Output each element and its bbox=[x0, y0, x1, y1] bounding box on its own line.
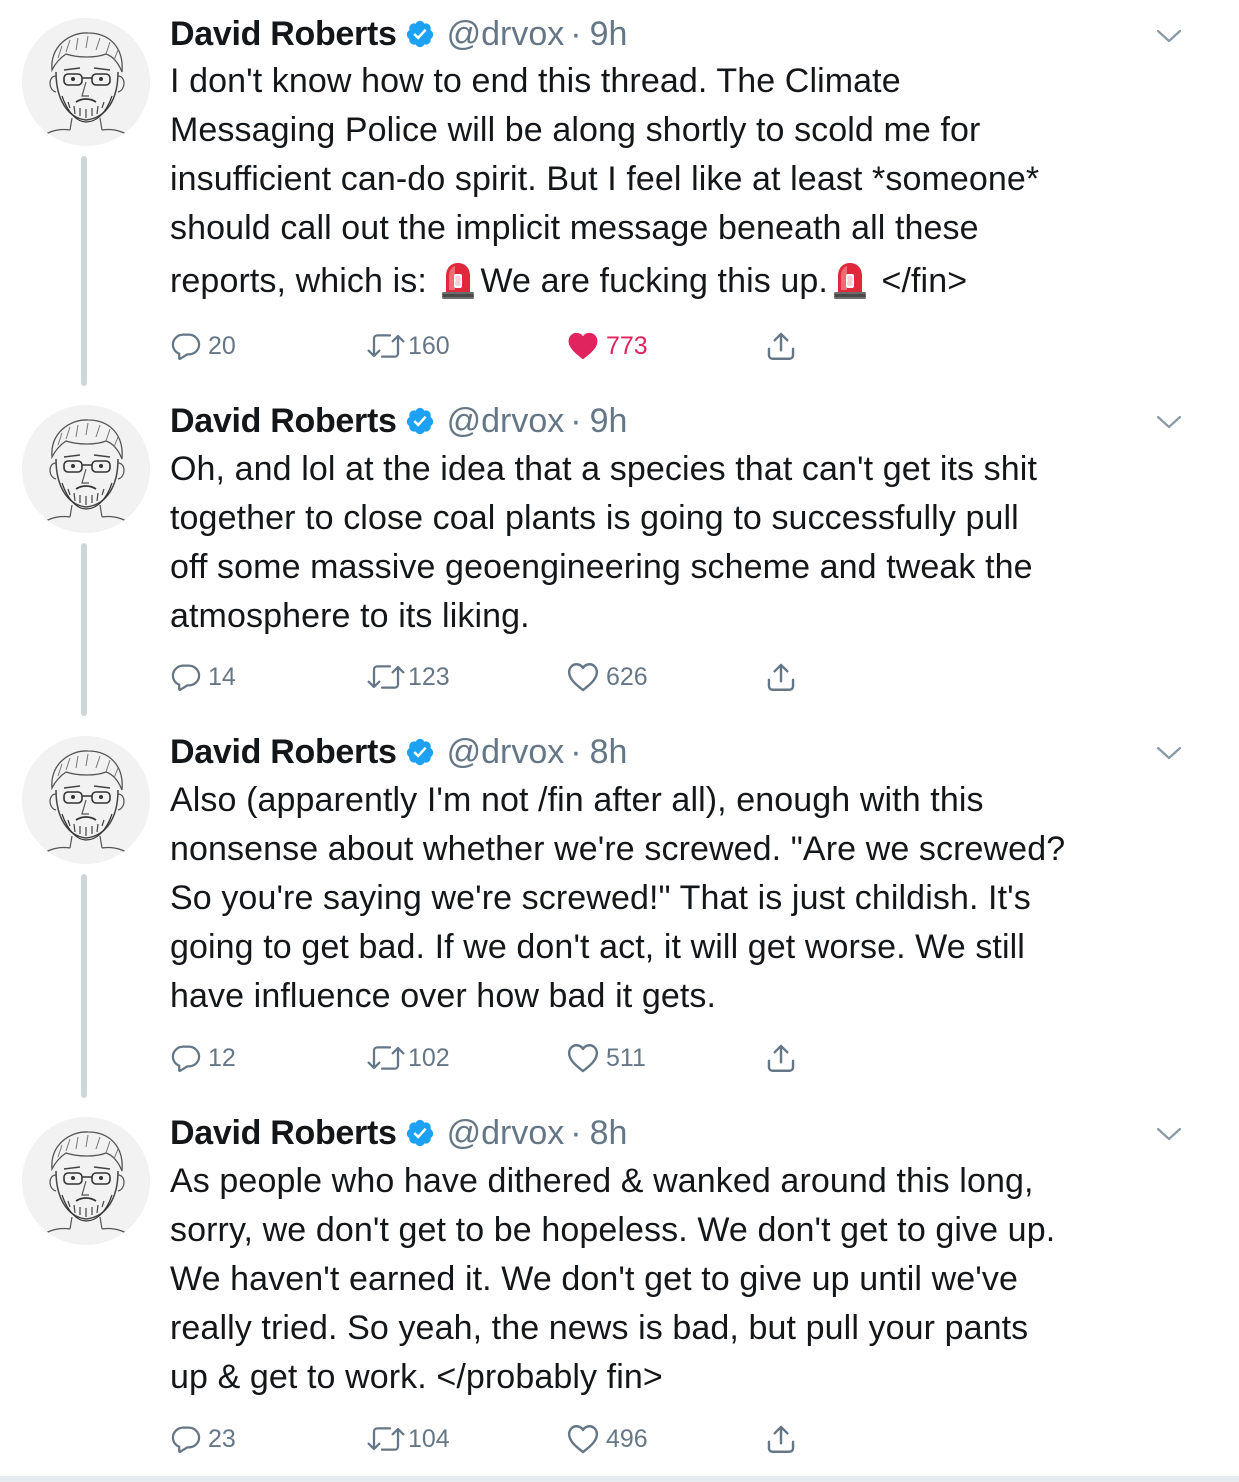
share-button[interactable] bbox=[764, 657, 798, 697]
tweet-text-line: should call out the implicit message beneath all these bbox=[170, 209, 979, 247]
heart-icon bbox=[566, 329, 600, 363]
retweet-button[interactable] bbox=[366, 326, 450, 366]
tweet-text-line: insufficient can-do spirit. But I feel like at least *someone* bbox=[170, 160, 1040, 198]
author-name[interactable]: David Roberts bbox=[170, 1113, 397, 1152]
tweet-header bbox=[170, 1113, 627, 1153]
share-button[interactable] bbox=[764, 326, 798, 366]
author-handle[interactable]: @drvox bbox=[446, 401, 565, 440]
tweet-header bbox=[170, 14, 627, 54]
heart-icon bbox=[566, 660, 600, 694]
tweet-text-line: I don't know how to end this thread. The Climate bbox=[170, 62, 901, 100]
retweet-count: 104 bbox=[408, 1424, 450, 1453]
share-button[interactable] bbox=[764, 1419, 798, 1459]
reply-count: 12 bbox=[208, 1043, 236, 1072]
like-count: 496 bbox=[606, 1424, 648, 1453]
tweet-header bbox=[170, 401, 627, 441]
author-name[interactable]: David Roberts bbox=[170, 401, 397, 440]
like-button[interactable] bbox=[566, 657, 648, 697]
verified-badge-icon bbox=[405, 737, 435, 767]
tweet-timestamp[interactable]: 9h bbox=[589, 14, 628, 53]
reply-button[interactable] bbox=[170, 326, 236, 366]
retweet-count: 160 bbox=[408, 331, 450, 360]
heart-icon bbox=[566, 1041, 600, 1075]
thread-connector-line bbox=[81, 156, 87, 386]
author-name[interactable]: David Roberts bbox=[170, 732, 397, 771]
reply-count: 23 bbox=[208, 1424, 236, 1453]
like-count: 511 bbox=[606, 1043, 646, 1072]
tweet-text-line: Also (apparently I'm not /fin after all), enough with this bbox=[170, 781, 984, 819]
tweet-text-segment: </fin> bbox=[871, 262, 968, 300]
tweet-text-segment: We are fucking this up. bbox=[480, 262, 828, 300]
tweet-header bbox=[170, 732, 627, 772]
reply-count: 14 bbox=[208, 662, 236, 691]
share-icon bbox=[764, 1422, 798, 1456]
separator-dot: · bbox=[570, 401, 582, 440]
separator-dot: · bbox=[570, 1113, 582, 1152]
author-handle[interactable]: @drvox bbox=[446, 1113, 565, 1152]
tweet-timestamp[interactable]: 8h bbox=[589, 1113, 628, 1152]
retweet-button[interactable] bbox=[366, 657, 450, 697]
retweet-count: 123 bbox=[408, 662, 450, 691]
tweet-text-line: Oh, and lol at the idea that a species that can't get its shit bbox=[170, 450, 1037, 488]
tweet-text-line: sorry, we don't get to be hopeless. We don't get to give up. bbox=[170, 1211, 1056, 1249]
tweet-text-line: together to close coal plants is going to successfully pull bbox=[170, 499, 1019, 537]
separator-dot: · bbox=[570, 14, 582, 53]
tweet-actions bbox=[170, 1038, 810, 1078]
tweet-text-segment: reports, which is: bbox=[170, 262, 437, 300]
tweet-text bbox=[170, 1157, 1200, 1402]
tweet-text bbox=[170, 445, 1200, 641]
tweet-actions bbox=[170, 1419, 810, 1459]
verified-badge-icon bbox=[405, 1118, 435, 1148]
avatar[interactable] bbox=[22, 1117, 150, 1245]
thread-connector-line bbox=[81, 874, 87, 1098]
tweet-text-line: going to get bad. If we don't act, it will get worse. We still bbox=[170, 928, 1025, 966]
separator-dot: · bbox=[570, 732, 582, 771]
retweet-count: 102 bbox=[408, 1043, 450, 1072]
reply-icon bbox=[170, 1423, 202, 1455]
tweet-text-line bbox=[170, 257, 1200, 306]
tweet-actions bbox=[170, 326, 810, 366]
chevron-down-icon[interactable] bbox=[1156, 28, 1182, 44]
reply-icon bbox=[170, 661, 202, 693]
like-count: 773 bbox=[606, 331, 648, 360]
retweet-button[interactable] bbox=[366, 1419, 450, 1459]
tweet-text-line: nonsense about whether we're screwed. "Are we screwed? bbox=[170, 830, 1066, 868]
reply-button[interactable] bbox=[170, 1419, 236, 1459]
reply-icon bbox=[170, 330, 202, 362]
author-name[interactable]: David Roberts bbox=[170, 14, 397, 53]
divider bbox=[0, 1476, 1239, 1482]
tweet-text bbox=[170, 57, 1200, 306]
reply-button[interactable] bbox=[170, 1038, 236, 1078]
tweet-text-line: atmosphere to its liking. bbox=[170, 597, 530, 635]
avatar[interactable] bbox=[22, 736, 150, 864]
avatar[interactable] bbox=[22, 405, 150, 533]
like-button[interactable] bbox=[566, 1038, 646, 1078]
police-car-light-emoji-icon bbox=[832, 260, 868, 300]
tweet-timestamp[interactable]: 8h bbox=[589, 732, 628, 771]
share-icon bbox=[764, 1041, 798, 1075]
chevron-down-icon[interactable] bbox=[1156, 414, 1182, 430]
tweet-text-line: up & get to work. </probably fin> bbox=[170, 1358, 663, 1396]
retweet-icon bbox=[366, 1423, 406, 1455]
verified-badge-icon bbox=[405, 19, 435, 49]
retweet-icon bbox=[366, 1042, 406, 1074]
retweet-icon bbox=[366, 330, 406, 362]
like-button[interactable] bbox=[566, 1419, 648, 1459]
tweet-text-line: So you're saying we're screwed!" That is just childish. It's bbox=[170, 879, 1031, 917]
tweet-timestamp[interactable]: 9h bbox=[589, 401, 628, 440]
reply-count: 20 bbox=[208, 331, 236, 360]
reply-button[interactable] bbox=[170, 657, 236, 697]
tweet-text-line: off some massive geoengineering scheme and tweak the bbox=[170, 548, 1033, 586]
tweet-text-line: have influence over how bad it gets. bbox=[170, 977, 717, 1015]
tweet-text-line: We haven't earned it. We don't get to give up until we've bbox=[170, 1260, 1018, 1298]
like-button[interactable] bbox=[566, 326, 648, 366]
reply-icon bbox=[170, 1042, 202, 1074]
chevron-down-icon[interactable] bbox=[1156, 745, 1182, 761]
share-icon bbox=[764, 329, 798, 363]
retweet-button[interactable] bbox=[366, 1038, 450, 1078]
tweet-actions bbox=[170, 657, 810, 697]
chevron-down-icon[interactable] bbox=[1156, 1126, 1182, 1142]
tweet-text-line: Messaging Police will be along shortly to scold me for bbox=[170, 111, 981, 149]
thread-connector-line bbox=[81, 543, 87, 716]
author-handle[interactable]: @drvox bbox=[446, 732, 565, 771]
police-car-light-emoji-icon bbox=[440, 260, 476, 300]
retweet-icon bbox=[366, 661, 406, 693]
share-button[interactable] bbox=[764, 1038, 798, 1078]
like-count: 626 bbox=[606, 662, 648, 691]
author-handle[interactable]: @drvox bbox=[446, 14, 565, 53]
tweet-text-line: really tried. So yeah, the news is bad, but pull your pants bbox=[170, 1309, 1029, 1347]
verified-badge-icon bbox=[405, 406, 435, 436]
tweet-text-line: As people who have dithered & wanked around this long, bbox=[170, 1162, 1034, 1200]
heart-icon bbox=[566, 1422, 600, 1456]
share-icon bbox=[764, 660, 798, 694]
avatar[interactable] bbox=[22, 18, 150, 146]
tweet-text bbox=[170, 776, 1200, 1021]
